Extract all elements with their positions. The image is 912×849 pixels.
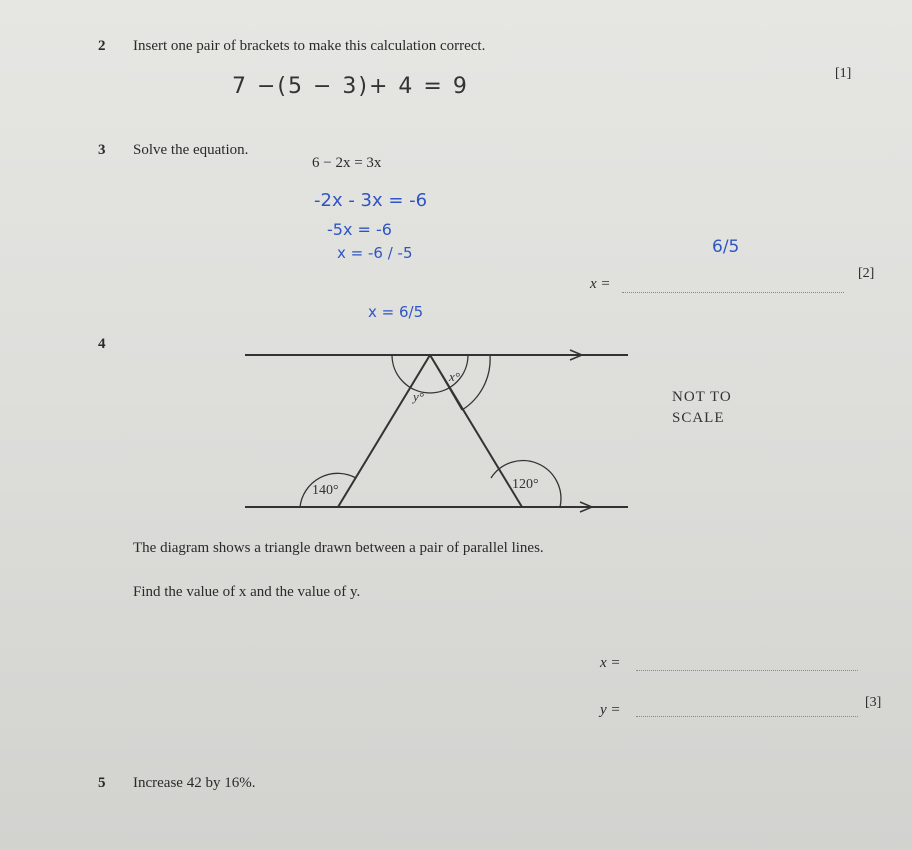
question-4-number: 4	[98, 336, 106, 352]
question-3-number: 3	[98, 142, 106, 158]
question-5-number: 5	[98, 775, 106, 791]
question-3-prompt: Solve the equation.	[133, 142, 249, 158]
question-4-answer-x-label: x =	[600, 655, 621, 671]
question-3-answer-label: x =	[590, 276, 611, 292]
question-2-prompt: Insert one pair of brackets to make this calculation correct.	[133, 38, 486, 54]
x-angle-arc	[462, 355, 490, 410]
question-3-equation: 6 − 2x = 3x	[312, 155, 382, 171]
angle-140-label: 140°	[312, 483, 339, 498]
working-line-3: x = -6 / -5	[337, 244, 413, 262]
not-to-scale-line-1: NOT TO	[672, 389, 732, 405]
angle-y-label: y°	[413, 389, 424, 404]
question-4-answer-y-label: y =	[600, 702, 621, 718]
angle-x-label: x°	[449, 369, 460, 384]
question-3-marks: [2]	[858, 266, 875, 281]
question-2-number: 2	[98, 38, 106, 54]
question-4-answer-x-line[interactable]	[636, 670, 858, 671]
question-3-answer-value: 6/5	[712, 237, 740, 257]
question-4-marks: [3]	[865, 695, 882, 710]
working-line-4: x = 6/5	[368, 303, 424, 321]
not-to-scale-line-2: SCALE	[672, 410, 725, 426]
question-2-marks: [1]	[835, 66, 852, 81]
question-4-description: The diagram shows a triangle drawn between a pair of parallel lines.	[133, 540, 544, 556]
question-4-answer-y-line[interactable]	[636, 716, 858, 717]
working-line-1: -2x - 3x = -6	[314, 190, 428, 211]
question-2-calculation: 7 −(5 − 3)+ 4 = 9	[232, 74, 469, 99]
angle-120-label: 120°	[512, 477, 539, 492]
question-5-prompt: Increase 42 by 16%.	[133, 775, 256, 791]
working-line-2: -5x = -6	[327, 220, 392, 239]
question-4-task: Find the value of x and the value of y.	[133, 584, 361, 600]
triangle-left-side	[338, 355, 430, 507]
